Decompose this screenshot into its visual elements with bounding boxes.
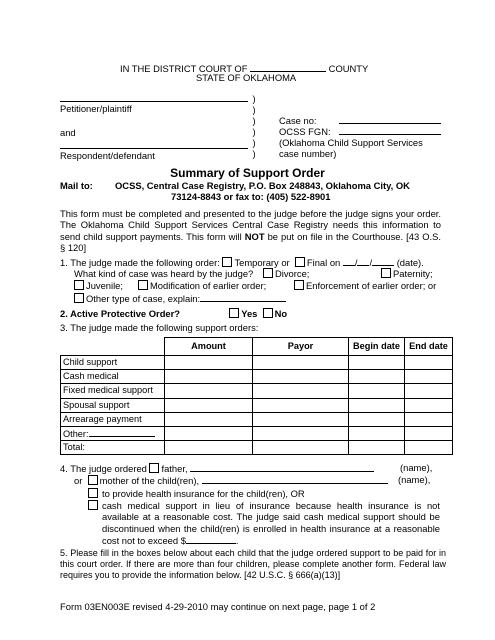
header-payor: Payor [253,338,349,356]
protective-yes-checkbox[interactable] [229,308,239,318]
county-field[interactable] [250,62,326,72]
final-day-field[interactable] [357,256,369,266]
amount-cell[interactable] [165,398,253,412]
ocss-fgn-field[interactable] [339,134,441,135]
enforcement-option [294,280,436,291]
row-label-fixed-medical: Fixed medical support [61,384,165,398]
begin-date-cell[interactable] [349,356,405,370]
ocss-fgn-label: OCSS FGN: [279,126,331,137]
and-label: and [60,127,76,138]
payor-cell[interactable] [253,398,349,412]
name-suffix-2: (name), [398,474,431,485]
intro-text-end: be put on file in the Courthouse. [43 O.S. § 120] [60,230,441,253]
or-label: or [74,475,83,486]
intro-text: This form must be completed and presented to the judge before the judge signs your order. The Oklahoma Child Support Services Central Case Registry needs this information to send child support payments. This form will [60,208,441,242]
q5-text: 5. Please fill in the boxes below about each child that the judge ordered support to be paid for in this court order. If there are more than four children, please complete another form. Federal law requires you to provide the information below. [42 U.S.C. § 666(a)(13)] [60,548,446,580]
amount-cell[interactable] [165,426,253,440]
payor-cell[interactable] [253,441,349,455]
begin-date-cell[interactable] [349,370,405,384]
respondent-name-field[interactable] [60,148,248,149]
final-month-field[interactable] [343,256,355,266]
insurance-label: to provide health insurance for the child(ren), OR [102,488,305,499]
final-label: Final on [306,257,341,268]
payor-cell[interactable] [253,370,349,384]
row-label-total: Total: [61,441,165,455]
other-case-label: Other type of case, explain: [86,293,201,304]
end-date-cell[interactable] [405,398,453,412]
ocss-note-2: case number) [279,148,337,159]
row-label-other [61,426,165,440]
table-row [61,441,453,455]
begin-date-cell[interactable] [349,412,405,426]
court-line-2: STATE OF OKLAHOMA [196,72,297,83]
table-row [61,398,453,412]
cash-medical-limit-field[interactable] [186,534,236,544]
divorce-option [263,268,309,279]
ocss-note-1: (Oklahoma Child Support Services [279,137,423,148]
mother-checkbox[interactable] [88,475,98,485]
header-end-date: End date [405,338,453,356]
cash-medical-label: cash medical support in lieu of insurance because health insurance is not available at a reasonable cost. The judge said cash medical support should be discontinued when the child(ren) is enrolled in health insurance at a reasonable cost not to exceed $ [102,500,440,546]
paternity-checkbox[interactable] [381,268,391,278]
q4-line-1 [60,462,374,474]
respondent-label: Respondent/defendant [60,150,155,161]
table-row [61,426,453,440]
petitioner-name-field[interactable] [60,101,248,102]
mother-label: mother of the child(ren), [99,475,200,486]
begin-date-cell[interactable] [349,441,405,455]
father-name-field[interactable] [190,462,374,472]
juvenile-label: Juvenile; [86,280,124,291]
end-date-cell[interactable] [405,441,453,455]
modification-checkbox[interactable] [138,280,148,290]
modification-option [138,280,266,291]
juvenile-checkbox[interactable] [74,280,84,290]
intro-paragraph [60,208,441,253]
temporary-label: Temporary or [234,257,290,268]
end-date-cell[interactable] [405,356,453,370]
case-no-field[interactable] [339,123,441,124]
final-checkbox[interactable] [295,257,305,267]
table-row [61,370,453,384]
caption-paren: ) [252,126,256,137]
row-label-child-support: Child support [61,356,165,370]
end-date-cell[interactable] [405,370,453,384]
court-prefix: IN THE DISTRICT COURT OF [120,63,248,74]
q1-text: 1. The judge made the following order: [60,257,220,268]
table-row [61,356,453,370]
case-no-label: Case no: [279,115,317,126]
page-footer: Form 03EN003E revised 4-29-2010 may continue on next page, page 1 of 2 [60,601,376,612]
row-label-spousal-support: Spousal support [61,398,165,412]
end-date-cell[interactable] [405,384,453,398]
cash-medical-text [102,500,440,546]
q4-line-2 [74,474,388,486]
divorce-checkbox[interactable] [263,268,273,278]
petitioner-label: Petitioner/plaintiff [60,103,132,114]
yes-label: Yes [241,308,258,319]
amount-cell[interactable] [165,370,253,384]
payor-cell[interactable] [253,412,349,426]
mother-name-field[interactable] [202,474,388,484]
caption-paren: ) [252,93,256,104]
mail-address-1: OCSS, Central Case Registry, P.O. Box 248843, Oklahoma City, OK [115,180,410,191]
amount-cell[interactable] [165,384,253,398]
payor-cell[interactable] [253,426,349,440]
final-year-field[interactable] [372,256,394,266]
other-case-checkbox[interactable] [74,293,84,303]
amount-cell[interactable] [165,356,253,370]
page-title: Summary of Support Order [170,166,325,180]
begin-date-cell[interactable] [349,426,405,440]
cash-medical-option [88,500,100,511]
modification-label: Modification of earlier order; [150,280,267,291]
header-amount: Amount [165,338,253,356]
other-case-option [74,292,286,304]
father-label: father, [161,463,188,474]
table-row [61,384,453,398]
mail-label: Mail to: [60,180,93,191]
name-suffix-1: (name), [400,462,433,473]
temporary-checkbox[interactable] [222,257,232,267]
insurance-option [88,488,100,499]
mail-address-2: 73124-8843 or fax to: (405) 522-8901 [171,191,331,202]
header-begin-date: Begin date [349,338,405,356]
court-suffix: COUNTY [328,63,369,74]
cash-medical-end: . [235,534,239,546]
juvenile-option [74,280,123,291]
q3-text: 3. The judge made the following support orders: [60,322,259,333]
case-kind-question: What kind of case was heard by the judge? [74,268,254,279]
header-blank [61,338,165,356]
paternity-option [381,268,433,279]
other-case-field[interactable] [200,292,286,302]
q4-text: 4. The judge ordered [60,463,147,474]
caption-paren: ) [252,137,256,148]
no-label: No [274,308,288,319]
intro-bold: NOT [244,230,265,242]
table-row [61,412,453,426]
support-orders-table [60,337,453,455]
begin-date-cell[interactable] [349,384,405,398]
enforcement-label: Enforcement of earlier order; or [306,280,437,291]
caption-paren: ) [252,148,256,159]
row-label-cash-medical: Cash medical [61,370,165,384]
date-suffix: (date). [396,257,424,268]
caption-paren: ) [252,104,256,115]
father-checkbox[interactable] [149,463,159,473]
divorce-label: Divorce; [275,268,310,279]
begin-date-cell[interactable] [349,398,405,412]
insurance-checkbox[interactable] [88,488,98,498]
amount-cell[interactable] [165,441,253,455]
paternity-label: Paternity; [393,268,433,279]
protective-no-checkbox[interactable] [263,308,273,318]
q2-text: 2. Active Protective Order? [60,308,181,319]
payor-cell[interactable] [253,356,349,370]
other-label: Other: [63,428,89,439]
cash-medical-checkbox[interactable] [88,500,98,510]
amount-cell[interactable] [165,412,253,426]
q1-line: 1. The judge made the following order: Temporary or Final on / / (date). [60,257,424,268]
payor-cell[interactable] [253,384,349,398]
table-header-row [61,338,453,356]
enforcement-checkbox[interactable] [294,280,304,290]
end-date-cell[interactable] [405,412,453,426]
row-label-arrearage: Arrearage payment [61,412,165,426]
caption-paren: ) [252,115,256,126]
end-date-cell[interactable] [405,426,453,440]
other-support-field[interactable] [89,428,155,437]
q2-line [60,308,287,319]
